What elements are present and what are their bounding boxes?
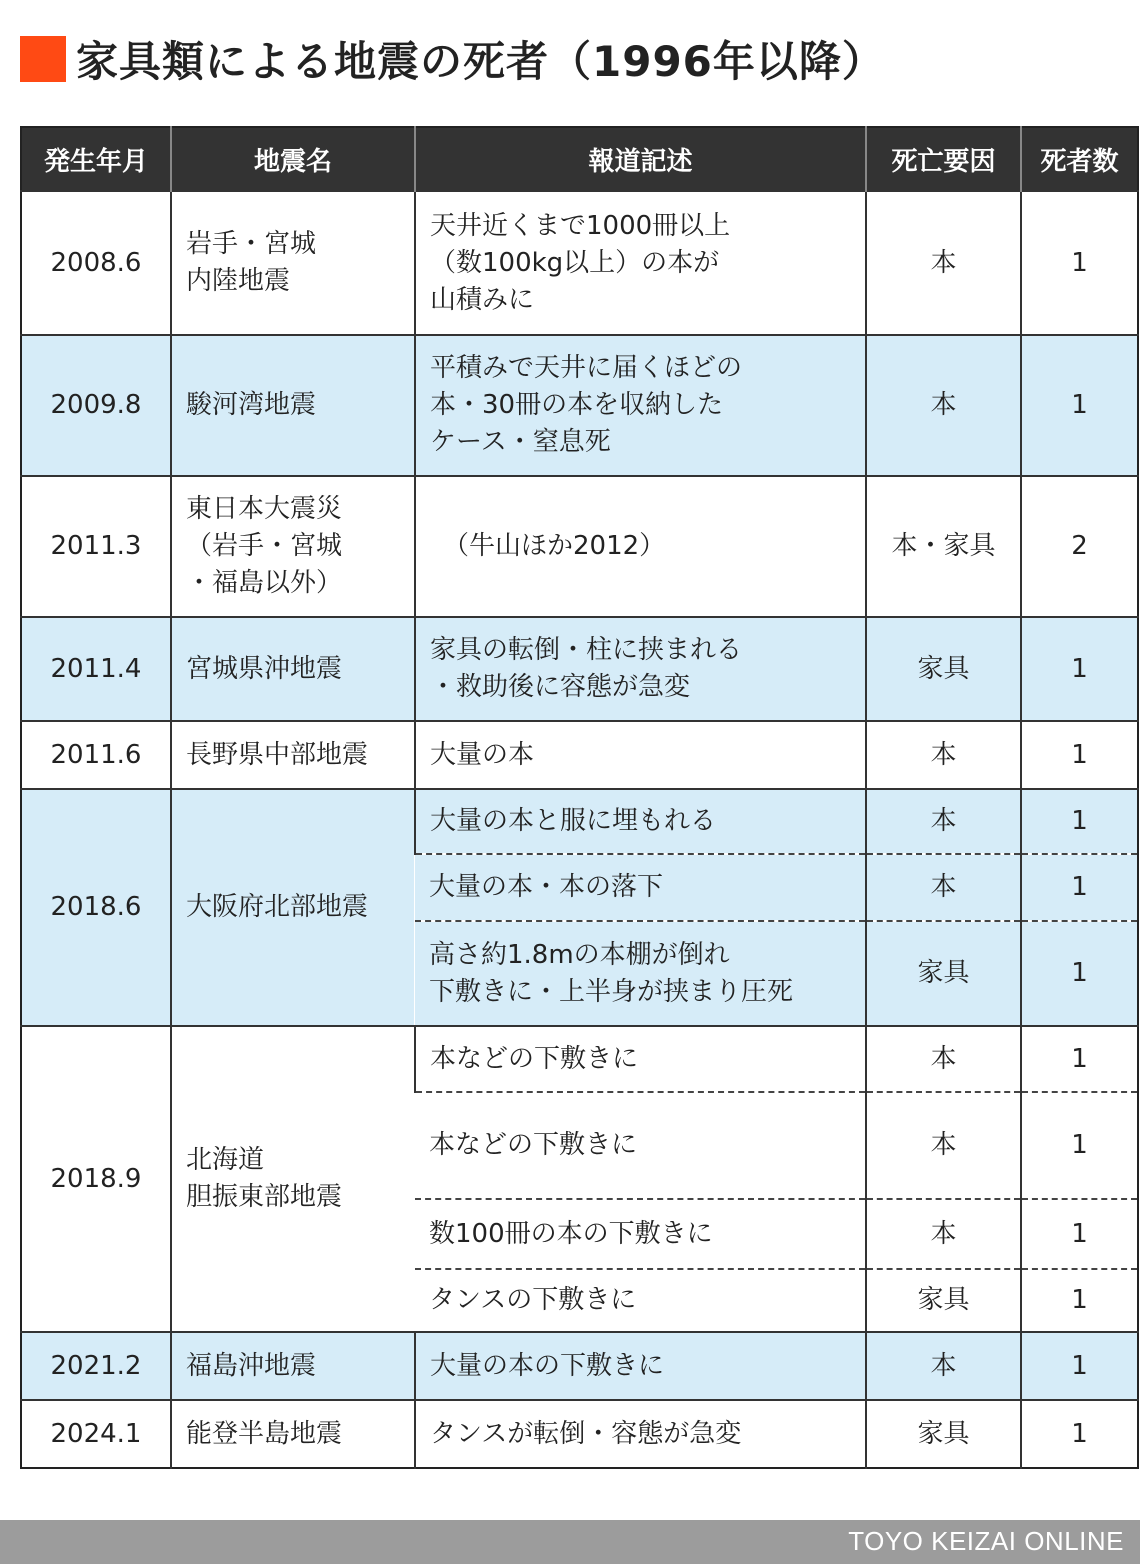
- cell-desc: 本などの下敷きに: [415, 1026, 866, 1092]
- table-row: [21, 1332, 1138, 1400]
- cell-cause: 本: [866, 191, 1021, 335]
- table-row: [21, 721, 1138, 789]
- cell-cause: 家具: [866, 1269, 1021, 1332]
- cell-name: 宮城県沖地震: [171, 617, 415, 721]
- cell-date: 2011.3: [21, 476, 171, 617]
- cell-name: 能登半島地震: [171, 1400, 415, 1468]
- cell-cause: 本: [866, 1332, 1021, 1400]
- header-name: 地震名: [171, 127, 415, 191]
- cell-count: 1: [1021, 1332, 1138, 1400]
- cell-desc: 本などの下敷きに: [415, 1092, 866, 1199]
- cell-date: 2008.6: [21, 191, 171, 335]
- cell-cause: 本: [866, 1199, 1021, 1269]
- cell-count: 1: [1021, 854, 1138, 921]
- cell-name: 北海道 胆振東部地震: [171, 1026, 415, 1332]
- cell-date: 2024.1: [21, 1400, 171, 1468]
- footer-credit: TOYO KEIZAI ONLINE: [848, 1526, 1124, 1556]
- cell-desc: 大量の本: [415, 721, 866, 789]
- cell-desc: 大量の本と服に埋もれる: [415, 789, 866, 854]
- cell-cause: 本・家具: [866, 476, 1021, 617]
- earthquake-deaths-table: [20, 126, 1139, 1469]
- cell-desc: 天井近くまで1000冊以上 （数100kg以上）の本が 山積みに: [415, 191, 866, 335]
- cell-count: 1: [1021, 617, 1138, 721]
- cell-count: 1: [1021, 1026, 1138, 1092]
- cell-name: 駿河湾地震: [171, 335, 415, 476]
- cell-cause: 本: [866, 1026, 1021, 1092]
- cell-cause: 本: [866, 721, 1021, 789]
- cell-count: 2: [1021, 476, 1138, 617]
- cell-cause: 家具: [866, 921, 1021, 1026]
- header-date: 発生年月: [21, 127, 171, 191]
- table-row: [21, 617, 1138, 721]
- cell-count: 1: [1021, 1400, 1138, 1468]
- cell-count: 1: [1021, 1199, 1138, 1269]
- header-cause: 死亡要因: [866, 127, 1021, 191]
- cell-date: 2018.9: [21, 1026, 171, 1332]
- cell-desc: 平積みで天井に届くほどの 本・30冊の本を収納した ケース・窒息死: [415, 335, 866, 476]
- cell-desc: （牛山ほか2012）: [415, 476, 866, 617]
- header-row: [21, 127, 1138, 191]
- cell-count: 1: [1021, 721, 1138, 789]
- cell-desc: 家具の転倒・柱に挟まれる ・救助後に容態が急変: [415, 617, 866, 721]
- table-row: [21, 1026, 1138, 1092]
- cell-cause: 本: [866, 335, 1021, 476]
- table-row: [21, 335, 1138, 476]
- cell-cause: 本: [866, 789, 1021, 854]
- title-block: [20, 28, 885, 90]
- header-count: 死者数: [1021, 127, 1138, 191]
- cell-cause: 本: [866, 854, 1021, 921]
- cell-desc: 大量の本の下敷きに: [415, 1332, 866, 1400]
- cell-name: 東日本大震災 （岩手・宮城 ・福島以外）: [171, 476, 415, 617]
- cell-date: 2021.2: [21, 1332, 171, 1400]
- cell-count: 1: [1021, 335, 1138, 476]
- cell-date: 2011.4: [21, 617, 171, 721]
- table-row: [21, 789, 1138, 854]
- table-row: [21, 1400, 1138, 1468]
- cell-date: 2011.6: [21, 721, 171, 789]
- cell-cause: 家具: [866, 1400, 1021, 1468]
- table-row: [21, 476, 1138, 617]
- cell-date: 2009.8: [21, 335, 171, 476]
- cell-cause: 家具: [866, 617, 1021, 721]
- title-square-icon: [20, 36, 66, 82]
- cell-name: 長野県中部地震: [171, 721, 415, 789]
- cell-desc: タンスの下敷きに: [415, 1269, 866, 1332]
- cell-desc: タンスが転倒・容態が急変: [415, 1400, 866, 1468]
- cell-desc: 大量の本・本の落下: [415, 854, 866, 921]
- footer-bar: [0, 1520, 1140, 1564]
- cell-date: 2018.6: [21, 789, 171, 1026]
- header-desc: 報道記述: [415, 127, 866, 191]
- cell-desc: 高さ約1.8mの本棚が倒れ 下敷きに・上半身が挟まり圧死: [415, 921, 866, 1026]
- cell-count: 1: [1021, 1092, 1138, 1199]
- cell-count: 1: [1021, 191, 1138, 335]
- cell-name: 福島沖地震: [171, 1332, 415, 1400]
- cell-name: 大阪府北部地震: [171, 789, 415, 1026]
- cell-cause: 本: [866, 1092, 1021, 1199]
- cell-desc: 数100冊の本の下敷きに: [415, 1199, 866, 1269]
- cell-count: 1: [1021, 1269, 1138, 1332]
- table-row: [21, 191, 1138, 335]
- page-title: 家具類による地震の死者（1996年以降）: [76, 37, 885, 86]
- cell-name: 岩手・宮城 内陸地震: [171, 191, 415, 335]
- cell-count: 1: [1021, 921, 1138, 1026]
- cell-count: 1: [1021, 789, 1138, 854]
